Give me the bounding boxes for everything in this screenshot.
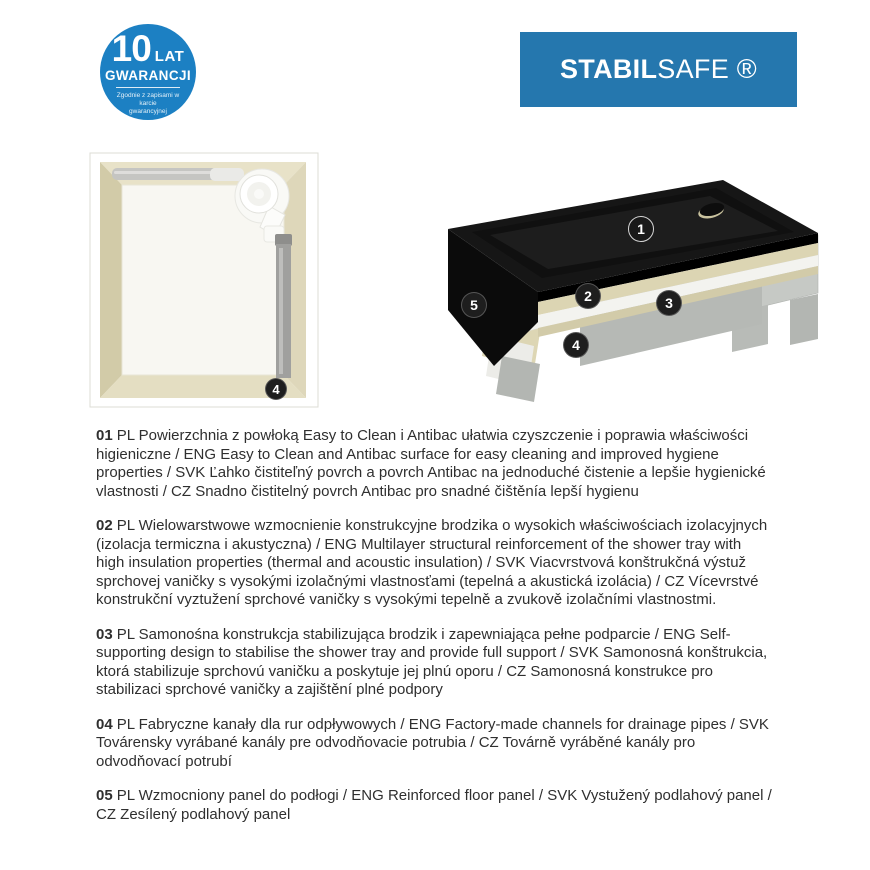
warranty-note-line2: gwarancyjnej <box>129 108 167 116</box>
brand-banner <box>520 32 797 107</box>
callout-1-number: 1 <box>637 221 645 237</box>
feature-04-number: 04 <box>96 715 113 733</box>
callout-3-number: 3 <box>665 295 673 311</box>
feature-05-text: PL Wzmocniony panel do podłogi / ENG Reinforced floor panel / SVK Vystužený podlahový panel / CZ Zesílený podlahový panel <box>96 787 772 823</box>
warranty-divider <box>116 87 180 88</box>
warranty-label: GWARANCJI <box>104 67 192 83</box>
warranty-years-row <box>111 27 185 69</box>
feature-04-text: PL Fabryczne kanały dla rur odpływowych / ENG Factory-made channels for drainage pipes / SVK Továrensky vyrábané kanály pre odvodňovacie potrubia / CZ Továrně vyráběné kanály pro odvodňovací potrubí <box>96 715 769 770</box>
feature-03-text: PL Samonośna konstrukcja stabilizująca brodzik i zapewniająca pełne podparcie / ENG Self-supporting design to stabilise the shower tray and provide full support / SVK Samonosná konštrukcia, ktorá stabilizuje sprchovú vaničku a poskytuje jej plnú oporu / CZ Samonosná konstrukce pro stabilizaci sprchové vaničky a zajištění plné podpory <box>96 625 768 698</box>
brand-name-light: SAFE ® <box>657 54 757 84</box>
brand-name-bold: STABIL <box>559 54 658 84</box>
feature-02-text: PL Wielowarstwowe wzmocnienie konstrukcyjne brodzika o wysokich właściwościach izolacyjnych (izolacja termiczna i akustyczna) / ENG Multilayer structural reinforcement of the shower tray with high insulation properties (thermal and acoustic insulation) / SVK Viacvrstvová konštrukčná výstuž sprchovej vaničky s vysokými izolačnými vlastnosťami (tepelná a akustická izolácia) / CZ Vícevrstvé konstrukční vyztužení sprchové vaničky s vysokými tepelně a zvukově izolačními vlastnostmi. <box>96 517 768 608</box>
callout-4-number: 4 <box>572 337 580 353</box>
feature-02-number: 02 <box>96 517 113 534</box>
drainage-pipe-horizontal <box>112 168 244 181</box>
feature-list <box>96 427 772 840</box>
drainage-pipe-vertical <box>275 234 292 378</box>
feature-03-number: 03 <box>96 625 113 643</box>
feature-04 <box>96 716 772 772</box>
callout-2-number: 2 <box>584 288 592 304</box>
warranty-years: 10 <box>111 27 151 69</box>
feature-05-number: 05 <box>96 787 113 804</box>
warranty-note <box>112 92 184 116</box>
cutaway-diagram-image <box>430 158 850 402</box>
callout-5-number: 5 <box>470 297 478 313</box>
tray-top-view-image <box>88 148 322 412</box>
callout-5 <box>461 292 487 318</box>
callout-1 <box>628 216 654 242</box>
callout-4 <box>563 332 589 358</box>
tray-top-view-drawing <box>88 148 322 412</box>
warranty-unit: LAT <box>154 47 185 65</box>
callout-3 <box>656 290 682 316</box>
feature-01 <box>96 427 772 501</box>
feature-01-text: PL Powierzchnia z powłoką Easy to Clean i Antibac ułatwia czyszczenie i poprawia właściwości higieniczne / ENG Easy to Clean and Antibac surface for easy cleaning and improved hygiene properties / SVK Ľahko čistiteľný povrch a povrch Antibac na jednoduché čistenie a lepšie hygienické vlastnosti / CZ Snadno čistitelný povrch Antibac pro snadné čištěnía lepší hygienu <box>96 427 766 500</box>
feature-03 <box>96 626 772 700</box>
warranty-badge <box>100 24 196 120</box>
warranty-note-line1: Zgodnie z zapisami w karcie <box>116 92 180 108</box>
feature-01-number: 01 <box>96 427 113 444</box>
callout-2 <box>575 283 601 309</box>
feature-02 <box>96 517 772 610</box>
tray-top-view-callout-4-number: 4 <box>272 381 280 397</box>
cutaway-drawing <box>430 158 850 402</box>
tray-top-view-callout-4 <box>265 378 287 400</box>
feature-05 <box>96 787 772 824</box>
brand-name <box>560 56 757 83</box>
